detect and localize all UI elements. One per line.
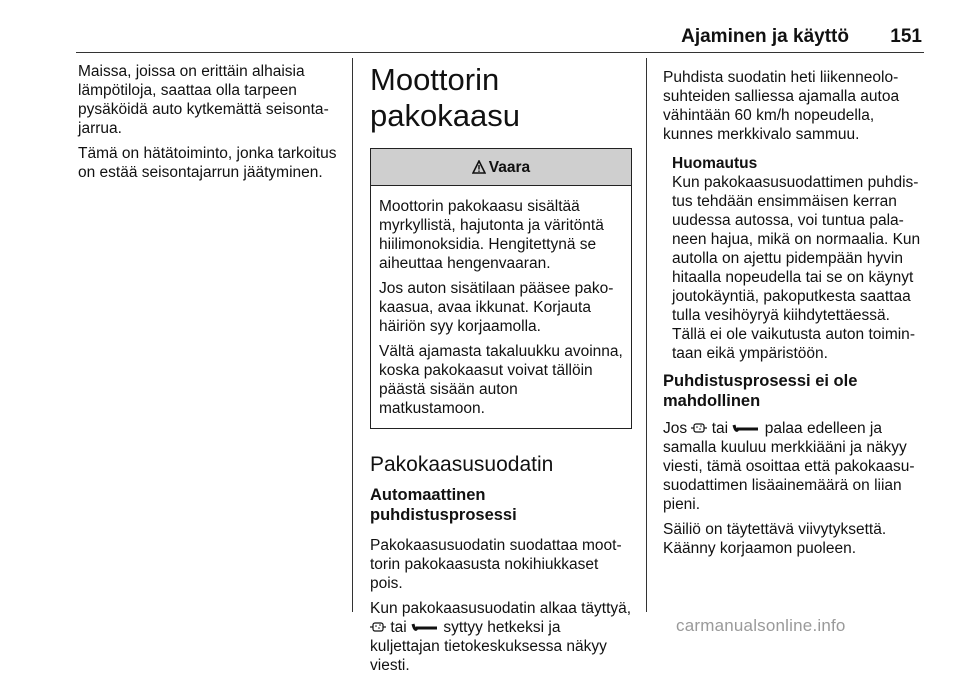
- paragraph: Maissa, joissa on erittäin alhaisia lämpötiloja, saattaa olla tarpeen pysäköidä auto kytkemättä seisontajarrua.: [78, 63, 329, 137]
- paragraph-with-icons: Kun pakokaasusuodatin alkaa täyttyä, tai syttyy hetkeksi ja kuljettajan tietokeskuksessa näkyy viesti.: [370, 600, 632, 674]
- page-header-title: Ajaminen ja käyttö: [681, 26, 849, 47]
- column-divider-1: [352, 58, 353, 612]
- warning-header: [371, 149, 631, 186]
- warning-paragraph: Jos auton sisätilaan pääsee pakokaasua, avaa ikkunat. Korjauta häiriön syy korjaamolla.: [379, 280, 614, 335]
- header-rule: [76, 52, 924, 53]
- page-number: 151: [890, 26, 922, 47]
- subsection-title: Pakokaasusuodatin: [370, 453, 554, 476]
- warning-triangle-icon: [472, 160, 486, 174]
- subsection-heading: Puhdistusprosessi ei ole mahdollinen: [663, 372, 858, 410]
- glow-plug-icon: [732, 423, 760, 435]
- paragraph: Puhdista suodatin heti liikenneolosuhteiden salliessa ajamalla autoa vähintään 60 km/h nopeudella, kunnes merkkivalo sammuu.: [663, 69, 900, 143]
- note-box: [672, 154, 927, 363]
- paragraph: Tämä on hätätoiminto, jonka tarkoitus on estää seisontajarrun jäätyminen.: [78, 145, 337, 181]
- paragraph: Säiliö on täytettävä viivytyksettä. Käänny korjaamon puoleen.: [663, 521, 887, 557]
- warning-body: [371, 186, 631, 428]
- exhaust-filter-icon: [370, 620, 386, 634]
- subsubsection-title: Automaattinen puhdistusprosessi: [370, 486, 517, 524]
- column-1: [78, 62, 340, 188]
- warning-paragraph: Moottorin pakokaasu sisältää myrkyllistä, hajutonta ja väritöntä hiilimonoksidia. Hengitettynä se aiheuttaa hengenvaaran.: [379, 198, 604, 272]
- exhaust-filter-icon: [691, 421, 707, 435]
- section-title: Moottorin pakokaasu: [370, 62, 520, 133]
- note-text: Kun pakokaasusuodattimen puhdistus tehdään ensimmäisen kerran uudessa autossa, voi tuntua palaneen hajua, mikä on normaalia. Kun autolla on ajettu pidempään hyvin hitaalla nopeudella tai se on käynyt joutokäyntiä, pakoputkesta saattaa tulla vesihöyryä kiihdytettäessä. Tällä ei ole vaikutusta auton toimintaan eikä ympäristöön.: [672, 174, 921, 362]
- paragraph-with-icons: Jos tai palaa edelleen ja samalla kuuluu merkkiääni ja näkyy viesti, tämä osoittaa että pakokaasusuodattimen lisäainemäärä on liian pieni.: [663, 420, 915, 513]
- glow-plug-icon: [411, 622, 439, 634]
- paragraph: Pakokaasusuodatin suodattaa moottorin pakokaasusta nokihiukkaset pois.: [370, 537, 622, 592]
- column-2: [370, 58, 632, 681]
- watermark: carmanualsonline.info: [676, 616, 846, 635]
- column-divider-2: [646, 58, 647, 612]
- warning-title: Vaara: [488, 158, 531, 176]
- warning-paragraph: Vältä ajamasta takaluukku avoinna, koska pakokaasut voivat tällöin päästä sisään auton matkustamoon.: [379, 343, 623, 417]
- column-3: [663, 68, 927, 564]
- note-title: Huomautus: [672, 155, 758, 172]
- warning-box: [370, 148, 632, 429]
